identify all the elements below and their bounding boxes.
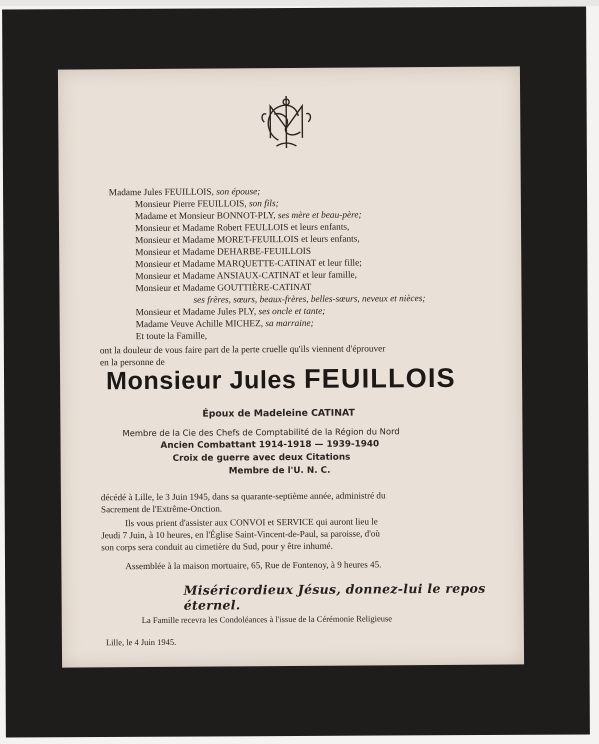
details-line: son corps sera conduit au cimetière du Sud, pour y être inhumé. bbox=[101, 540, 333, 553]
details-line: décédé à Lille, le 3 Juin 1945, dans sa quarante-septième année, administré du bbox=[100, 490, 386, 503]
place-date: Lille, le 4 Juin 1945. bbox=[105, 636, 177, 648]
spouse-line: Époux de Madeleine CATINAT bbox=[202, 407, 355, 420]
funeral-notice bbox=[58, 66, 524, 667]
family-line: Monsieur et Madame ANSIAUX-CATINAT et leur famille, bbox=[135, 270, 358, 283]
family-relation-line: ses frères, sœurs, beaux-frères, belles-sœurs, neveux et nièces; bbox=[193, 294, 426, 306]
title-line: Ancien Combattant 1914-1918 — 1939-1940 bbox=[160, 439, 380, 451]
family-line: Monsieur Pierre FEUILLOIS, son fils; bbox=[134, 199, 279, 211]
monogram-ornament-icon bbox=[256, 94, 316, 150]
prayer-line: Miséricordieux Jésus, donnez-lui le repos éternel. bbox=[183, 580, 486, 613]
details-line: Jeudi 7 Juin, à 10 heures, en l'Église Saint-Vincent-de-Paul, sa paroisse, d'où bbox=[101, 528, 380, 541]
family-line: Monsieur et Madame DEHARBE-FEUILLOIS bbox=[135, 246, 312, 259]
family-line: Madame et Monsieur BONNOT-PLY, ses mère et beau-père; bbox=[134, 210, 362, 223]
condolences-line: La Famille recevra les Condoléances à l'issue de la Cérémonie Religieuse bbox=[141, 613, 393, 626]
details-line: Ils vous prient d'assister aux CONVOI et SERVICE qui auront lieu le bbox=[125, 516, 378, 529]
scan-background bbox=[0, 0, 599, 6]
announcement-line: ont la douleur de vous faire part de la perte cruelle qu'ils viennent d'éprouver bbox=[99, 344, 386, 357]
family-line: Monsieur et Madame GOUTTIÈRE-CATINAT bbox=[135, 282, 312, 295]
family-line: Madame Veuve Achille MICHEZ, sa marraine; bbox=[135, 318, 314, 331]
title-line: Croix de guerre avec deux Citations bbox=[172, 452, 351, 464]
assembly-line: Assemblée à la maison mortuaire, 65, Rue de Fontenoy, à 9 heures 45. bbox=[125, 559, 382, 572]
family-line: Madame Jules FEUILLOIS, son épouse; bbox=[108, 187, 261, 199]
family-line: Et toute la Famille, bbox=[135, 331, 208, 343]
announcement-line: en la personne de bbox=[99, 357, 165, 369]
title-line: Membre de la Cie des Chefs de Comptabilité de la Région du Nord bbox=[122, 426, 400, 439]
family-line: Monsieur et Madame MARQUETTE-CATINAT et leur fille; bbox=[135, 258, 362, 271]
family-line: Monsieur et Madame MORET-FEUILLOIS et leurs enfants, bbox=[135, 234, 360, 247]
title-line: Membre de l'U. N. C. bbox=[228, 465, 331, 477]
family-line: Monsieur et Madame Jules PLY, ses oncle et tante; bbox=[135, 306, 326, 319]
deceased-name: Monsieur Jules FEUILLOIS bbox=[105, 362, 456, 396]
details-line: Sacrement de l'Extrême-Onction. bbox=[100, 503, 223, 515]
family-line: Monsieur et Madame Robert FEULLOIS et leurs enfants, bbox=[134, 222, 350, 235]
